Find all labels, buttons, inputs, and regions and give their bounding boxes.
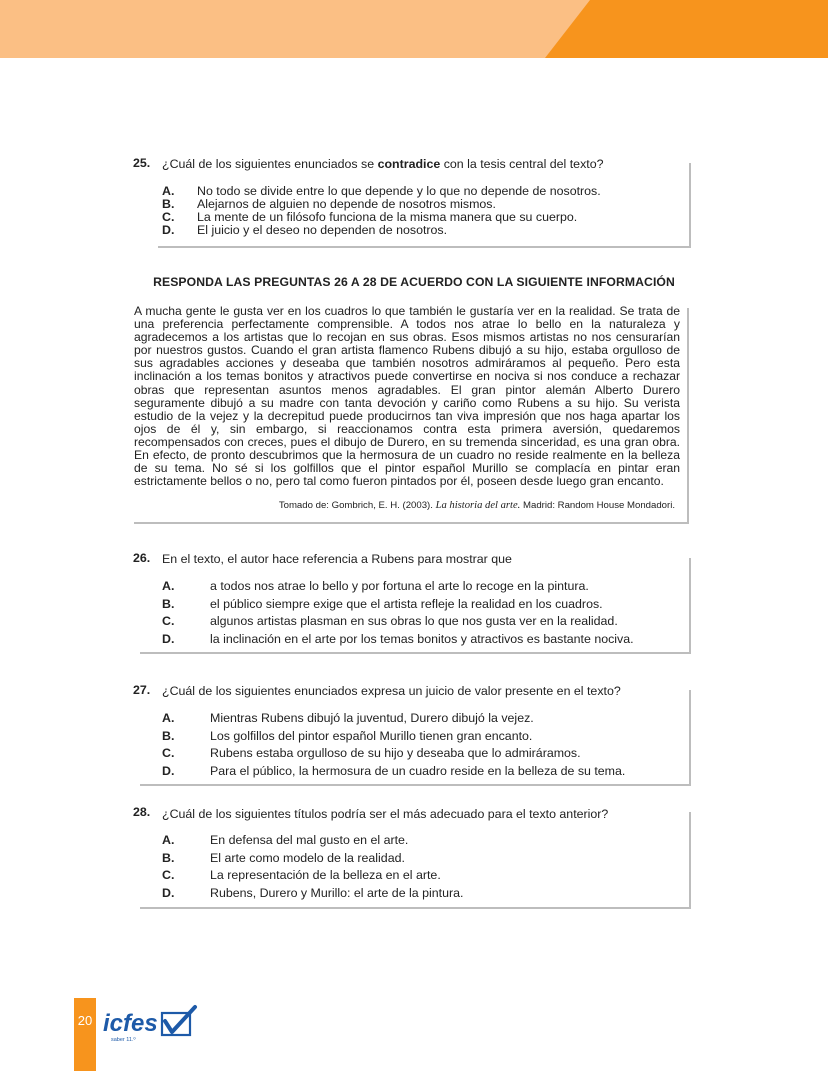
reading-passage: A mucha gente le gusta ver en los cuadros lo que también le gustaría ver en la realidad. Se trata de una preferencia perfectamente comprensible. A todos nos atrae lo bello en la naturaleza y agradecemos a los artistas que lo recojan en sus obras. Esos mismos artistas no nos censurarían por nuestros gustos. Cuando el gran artista flamenco Rubens dibujó a su hijo, estaba orgulloso de sus agradables acciones y deseaba que también nosotros admiráramos al pequeño. Pero esta inclinación a los temas bonitos y atractivos puede convertirse en nociva si nos conduce a rechazar obras que representan asuntos menos agradables. El gran pintor alemán Alberto Durero seguramente dibujó a su madre con tanta devoción y cariño como Rubens a su hijo. Su verista estudio de la vejez y la decrepitud puede producirnos tan viva impresión que nos haga apartar los ojos de él y, sin embargo, si reaccionamos contra esta primera aversión, quedaremos recompensados con creces, pues el dibujo de Durero, en su tremenda sinceridad, es una gran obra. En efecto, de pronto descubrimos que la hermosura de un cuadro no reside realmente en la belleza de su tema. No sé si los golfillos que el pintor español Murillo se complacía en pintar eran estrictamente bellos o no, pero tal como fueron pintados por él, poseen desde luego gran encanto. [134,304,680,489]
page-number: 20 [77,1013,93,1028]
logo-text: icfes [103,1010,158,1037]
question-number: 25. [133,156,151,170]
question-stem: En el texto, el autor hace referencia a Rubens para mostrar que [162,552,512,566]
question-stem: ¿Cuál de los siguientes títulos podría ser el más adecuado para el texto anterior? [162,807,609,821]
question-stem: ¿Cuál de los siguientes enunciados se contradice con la tesis central del texto? [162,157,604,171]
question-number: 26. [133,551,151,565]
icfes-logo [101,1003,201,1045]
passage-source: Tomado de: Gombrich, E. H. (2003). La historia del arte. Madrid: Random House Mondadori. [278,500,675,511]
logo-subtitle: saber 11.º [111,1037,136,1043]
section-heading: RESPONDA LAS PREGUNTAS 26 A 28 DE ACUERDO CON LA SIGUIENTE INFORMACIÓN [153,275,675,289]
question-number: 27. [133,683,151,697]
question-number: 28. [133,805,151,819]
page-number-tab [74,998,96,1071]
question-stem: ¿Cuál de los siguientes enunciados expresa un juicio de valor presente en el texto? [162,684,621,698]
header-banner [0,0,828,58]
